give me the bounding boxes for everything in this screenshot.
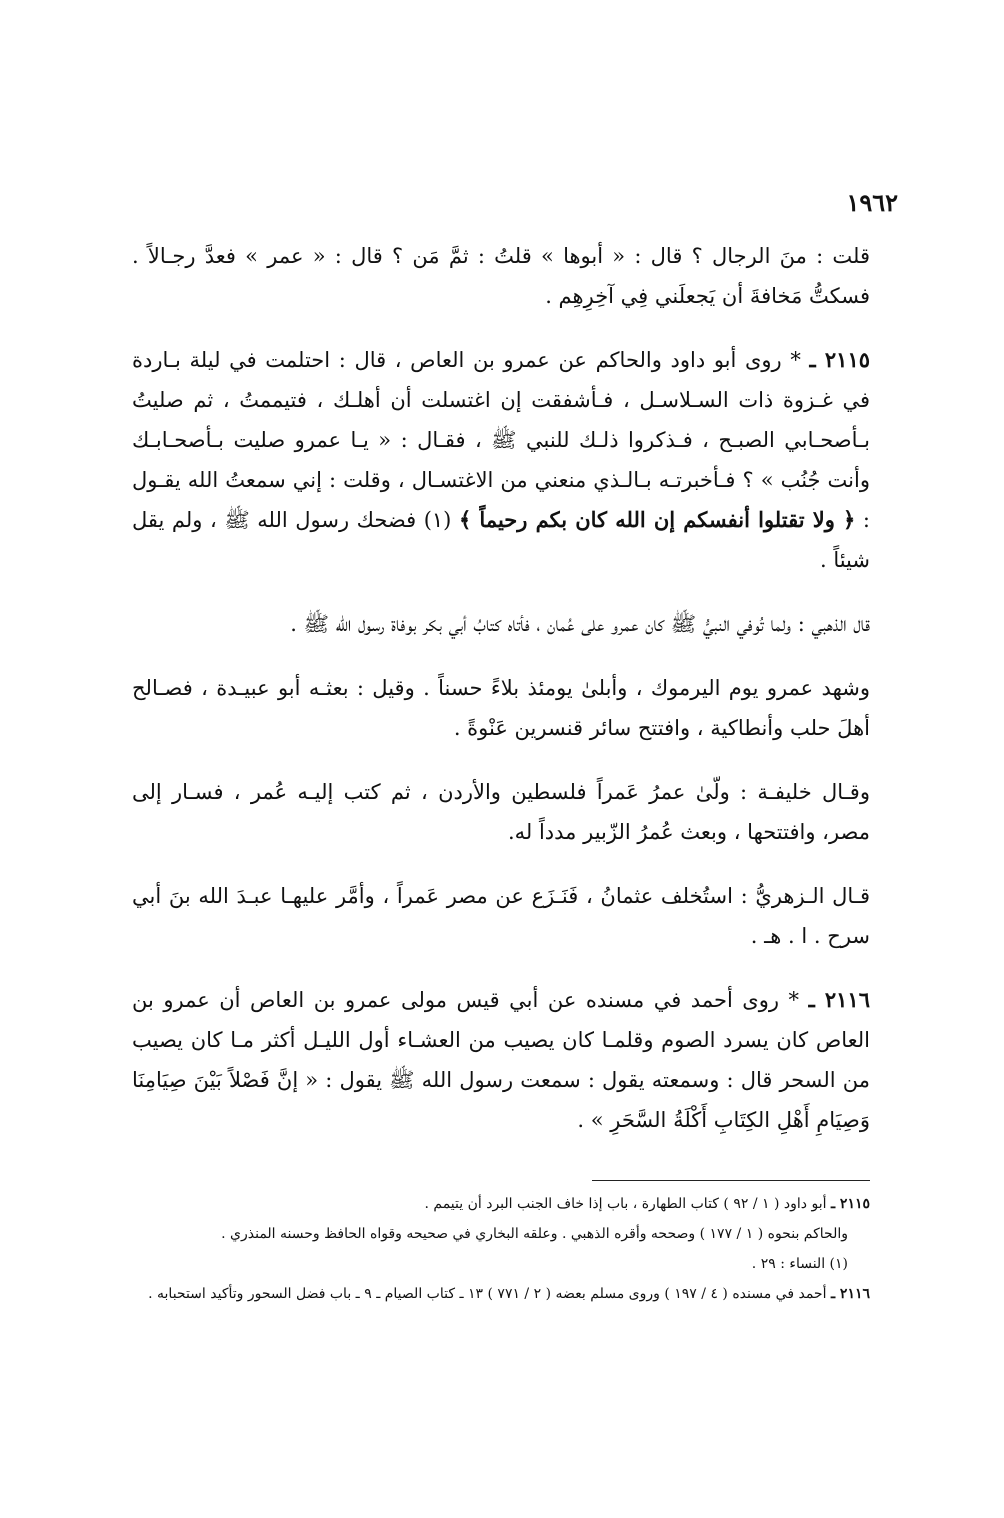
footnote-quran-ref xyxy=(132,1250,870,1278)
footnote-2116 xyxy=(132,1280,870,1308)
footnote-divider xyxy=(592,1180,870,1181)
footnotes xyxy=(132,1190,870,1310)
paragraph-text: * روى أحمد في مسنده عن أبي قيس مولى عمرو بن العاص أن عمرو بن العاص كان يسرد الصوم وقلمـا كان يصيب من العشـاء أول الليـل أكثر مـا كان يصيب من السحر قال : وسمعته يقول : سمعت رسول الله ﷺ يقول : « إنَّ فَصْلاً بَيْنَ صِيَامِنَا وَصِيَامِ أَهْلِ الكِتَابِ أَكْلَةُ السَّحَرِ » . xyxy=(132,988,871,1132)
paragraph-2116 xyxy=(132,980,870,1140)
paragraph-1 xyxy=(132,236,870,316)
paragraph-text: وشهد عمرو يوم اليرموك ، وأبلىٰ يومئذ بلاءً حسناً . وقيل : بعثـه أبو عبيـدة ، فصـالح أهلَ حلب وأنطاكية ، وافتتح سائر قنسرين عَنْوةً . xyxy=(132,676,870,740)
paragraph-2115 xyxy=(132,340,870,580)
footnote-hakim xyxy=(132,1220,870,1248)
hadith-number: ٢١١٦ ـ xyxy=(808,987,870,1012)
footnote-number: ٢١١٥ ـ xyxy=(830,1196,870,1212)
paragraph-6 xyxy=(132,876,870,956)
paragraph-tail: (١) فضحك رسول الله ﷺ ، ولم يقل شيئاً . xyxy=(132,508,870,572)
paragraph-text: قال الذهبي : ولما تُوفي النبيُّ ﷺ كان عمرو على عُمان ، فأتاه كتابُ أبي بكر بوفاة رسول الله ﷺ . xyxy=(290,612,870,636)
paragraph-text: قـال الـزهريُّ : استُخلف عثمانُ ، فَنَـزَع عن مصر عَمراً ، وأمَّر عليهـا عبـدَ الله بنَ أبي سرح . ا . هـ . xyxy=(132,884,870,948)
paragraph-4 xyxy=(132,668,870,748)
footnote-text: أبو داود ( ١ / ٩٢ ) كتاب الطهارة ، باب إذا خاف الجنب البرد أن يتيمم . xyxy=(424,1196,827,1212)
footnote-number: ٢١١٦ ـ xyxy=(830,1286,870,1302)
footnote-text: (١) النساء : ٢٩ . xyxy=(751,1256,848,1272)
footnote-text: والحاكم بنحوه ( ١ / ١٧٧ ) وصححه وأقره الذهبي . وعلقه البخاري في صحيحه وقواه الحافظ وحسنه المنذري . xyxy=(221,1226,848,1242)
footnote-text: أحمد في مسنده ( ٤ / ١٩٧ ) وروى مسلم بعضه ( ٢ / ٧٧١ ) ١٣ ـ كتاب الصيام ـ ٩ ـ باب فضل السحور وتأكيد استحبابه . xyxy=(148,1286,827,1302)
quran-quote: ﴿ ولا تقتلوا أنفسكم إن الله كان بكم رحيماً ﴾ xyxy=(458,507,856,532)
paragraph-5 xyxy=(132,772,870,852)
paragraph-3 xyxy=(132,604,870,644)
page-number: ١٩٦٢ xyxy=(846,188,898,217)
paragraph-text: قلت : منَ الرجال ؟ قال : « أبوها » قلتُ : ثمَّ مَن ؟ قال : « عمر » فعدَّ رجـالاً . فسكتُّ مَخافةَ أن يَجعلَني فِي آخِرِهِم . xyxy=(132,244,870,308)
paragraph-text: وقـال خليفـة : ولّىٰ عمرُ عَمراً فلسطين والأردن ، ثم كتب إليـه عُمر ، فسـار إلى مصر، وافتتحها ، وبعث عُمرُ الزّبير مدداً له. xyxy=(132,780,870,844)
hadith-number: ٢١١٥ ـ xyxy=(809,347,871,372)
footnote-2115 xyxy=(132,1190,870,1218)
paragraph-text: * روى أبو داود والحاكم عن عمرو بن العاص ، قال : احتلمت في ليلة بـاردة في غـزوة ذات السـلاسـل ، فـأشفقت إن اغتسلت أن أهلـك ، فتيممتُ ، ثم صليتُ بـأصحـابي الصبـح ، فـذكروا ذلـك للنبي ﷺ ، فقـال : « يـا عمرو صليت بـأصحـابـك وأنت جُنُب » ؟ فـأخبرتـه بـالـذي منعني من الاغتسـال ، وقلت : إني سمعتُ الله يقـول : xyxy=(132,348,870,532)
main-text xyxy=(132,236,870,1164)
